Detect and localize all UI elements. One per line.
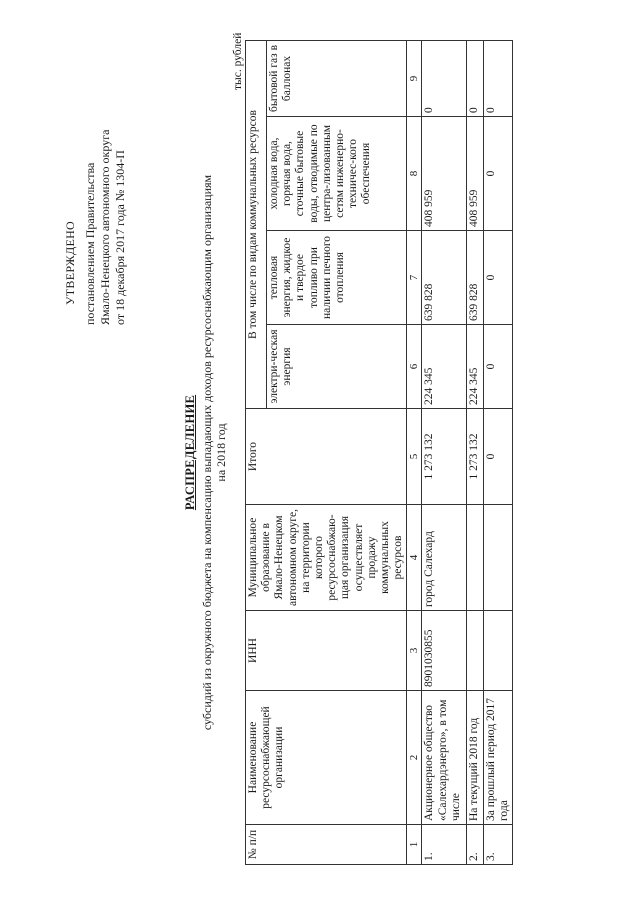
column-numbers-row xyxy=(407,40,422,864)
table-row xyxy=(422,40,467,864)
decree-line: постановлением Правительства xyxy=(83,162,97,325)
table-row xyxy=(467,40,483,864)
row-municipality xyxy=(483,505,512,611)
decree-line: от 18 декабря 2017 года № 1304-П xyxy=(113,150,127,325)
row-gas: 0 xyxy=(422,40,467,116)
row-water: 408 959 xyxy=(467,117,483,231)
row-electric: 224 345 xyxy=(467,325,483,409)
header-electric: электри-ческая энергия xyxy=(266,325,406,409)
header-org: Наименование ресурсоснабжающей организации xyxy=(246,691,407,825)
header-water: холодная вода, горячая вода, сточные бытовые воды, отводимые по центра-лизованным сетям инженерно-техничес-кого обеспечения xyxy=(266,117,406,231)
row-gas: 0 xyxy=(483,40,512,116)
col-number: 9 xyxy=(407,40,422,116)
row-org: Акционерное общество «Салехардэнерго», в том числе xyxy=(422,691,467,825)
row-heat: 639 828 xyxy=(422,231,467,325)
document-title: РАСПРЕДЕЛЕНИЕ xyxy=(183,394,197,511)
table-row xyxy=(483,40,512,864)
row-heat: 639 828 xyxy=(467,231,483,325)
row-num: 3. xyxy=(483,825,512,865)
row-num: 2. xyxy=(467,825,483,865)
col-number: 8 xyxy=(407,117,422,231)
row-inn xyxy=(483,611,512,691)
col-number: 3 xyxy=(407,611,422,691)
subtitle-line: субсидий из окружного бюджета на компенсацию выпадающих доходов ресурсоснабжающим организациям xyxy=(200,174,214,731)
row-num: 1. xyxy=(422,825,467,865)
row-org: На текущий 2018 год xyxy=(467,691,483,825)
approved-stamp: УТВЕРЖДЕНО xyxy=(63,220,77,305)
document-subtitle xyxy=(200,0,228,905)
header-inn: ИНН xyxy=(246,611,407,691)
subtitle-line: на 2018 год xyxy=(214,423,228,482)
row-inn xyxy=(467,611,483,691)
row-heat: 0 xyxy=(483,231,512,325)
col-number: 2 xyxy=(407,691,422,825)
row-municipality xyxy=(467,505,483,611)
header-num: № п/п xyxy=(246,825,407,865)
row-total: 1 273 132 xyxy=(422,409,467,505)
header-gas: бытовой газ в баллонах xyxy=(266,40,406,116)
col-number: 7 xyxy=(407,231,422,325)
row-electric: 224 345 xyxy=(422,325,467,409)
col-number: 1 xyxy=(407,825,422,865)
row-municipality: город Салехард xyxy=(422,505,467,611)
row-total: 1 273 132 xyxy=(467,409,483,505)
row-inn: 8901030855 xyxy=(422,611,467,691)
col-number: 6 xyxy=(407,325,422,409)
col-number: 4 xyxy=(407,505,422,611)
decree-reference xyxy=(83,130,128,325)
row-org: За прошлый период 2017 года xyxy=(483,691,512,825)
row-water: 0 xyxy=(483,117,512,231)
row-total: 0 xyxy=(483,409,512,505)
units-label: тыс. рублей xyxy=(232,32,244,90)
header-group: В том числе по видам коммунальных ресурсов xyxy=(246,40,267,408)
col-number: 5 xyxy=(407,409,422,505)
row-gas: 0 xyxy=(467,40,483,116)
row-electric: 0 xyxy=(483,325,512,409)
header-municipality: Муниципальное образование в Ямало-Ненецком автономном округе, на территории которого ресурсоснабжаю-щая организация осуществляет продажу коммунальных ресурсов xyxy=(246,505,407,611)
subsidy-table xyxy=(245,40,513,865)
header-row xyxy=(246,40,267,864)
row-water: 408 959 xyxy=(422,117,467,231)
decree-line: Ямало-Ненецкого автономного округа xyxy=(98,129,112,325)
header-total: Итого xyxy=(246,409,407,505)
header-heat: тепловая энергия, жидкое и твердое топливо при наличии печного отопления xyxy=(266,231,406,325)
